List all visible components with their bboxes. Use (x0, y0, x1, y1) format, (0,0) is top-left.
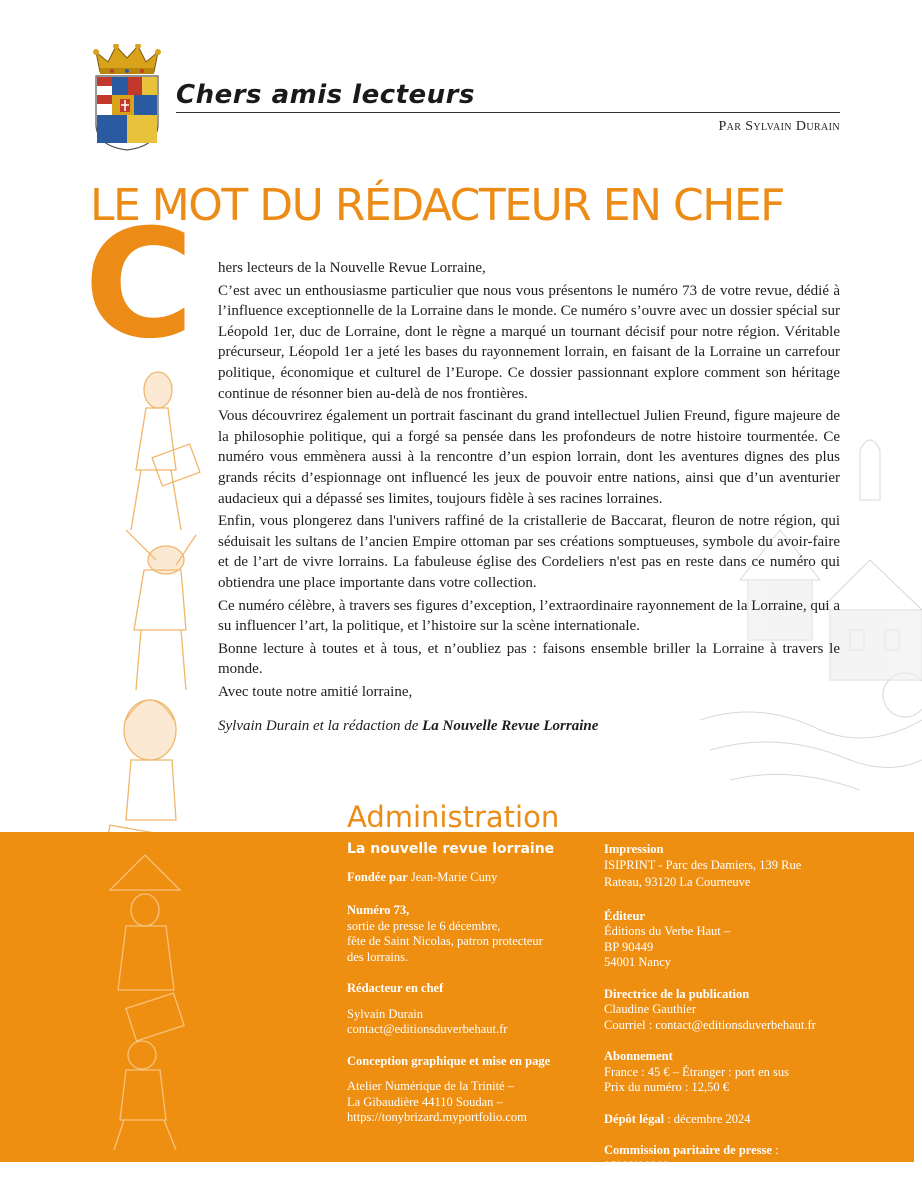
issue-line: sortie de presse le 6 décembre, (347, 918, 501, 933)
founded-label: Fondée par (347, 869, 408, 884)
administration-column-left (347, 842, 587, 1138)
lorraine-crest-logo (92, 44, 162, 152)
issue-label: Numéro 73, (347, 903, 410, 917)
commission-block (604, 1143, 844, 1190)
issn: ISSN : 2110-6630 (604, 1174, 695, 1188)
director-block (604, 987, 844, 1034)
article-paragraph: C’est avec un enthousiasme particulier que nous vous présentons le numéro 73 de votre revue, dédié à l’influence exceptionnelle de la Lorraine dans le monde. Ce numéro s’ouvre avec un dossier spécial sur Léopold 1er, duc de Lorraine, dont le règne a marqué un tournant décisif pour notre région. Véritable précurseur, Léopold 1er a jeté les bases du rayonnement lorrain, en faisant de la Lorraine un carrefour politique, économique et culturel de l’Europe. Ce dossier passionnant explore comment son héritage continue de résonner bien au-delà de nos frontières. (218, 282, 840, 402)
issue-block (347, 903, 587, 965)
printing-block (604, 842, 844, 891)
publisher-label: Éditeur (604, 908, 645, 923)
header-rule (176, 112, 840, 113)
design-line: La Gibaudière 44110 Soudan – (347, 1094, 503, 1109)
editor-in-chief-line: contact@editionsduverbehaut.fr (347, 1022, 508, 1036)
signature (218, 716, 840, 737)
byline: Par Sylvain Durain (718, 119, 840, 134)
printing-line: Rateau, 93120 La Courneuve (604, 875, 751, 889)
founded-value: Jean-Marie Cuny (407, 869, 498, 884)
article-paragraph: Ce numéro célèbre, à travers ses figures d’exception, l’extraordinaire rayonnement de la Lorraine, qui a su influencer l’art, la politique, et l’histoire sur la scène internationale. (218, 597, 840, 635)
director-line: Courriel : contact@editionsduverbehaut.fr (604, 1017, 816, 1032)
publisher-line: Éditions du Verbe Haut – (604, 924, 731, 938)
printing-line: ISIPRINT - Parc des Damiers, 139 Rue (604, 857, 802, 872)
design-line: https://tonybrizard.myportfolio.com (347, 1110, 527, 1124)
editor-in-chief-block (347, 981, 587, 1038)
legal-deposit-block (604, 1112, 844, 1128)
article-paragraph: Bonne lecture à toutes et à tous, et n’oubliez pas : faisons ensemble briller la Lorraine à travers le monde. (218, 640, 840, 678)
publisher-block (604, 909, 844, 971)
design-line: Atelier Numérique de la Trinité – (347, 1079, 514, 1093)
legal-deposit-value: : décembre 2024 (664, 1111, 751, 1126)
signature-prefix: Sylvain Durain et la rédaction de (218, 718, 423, 735)
drop-cap: C (84, 198, 195, 372)
editor-in-chief-label: Rédacteur en chef (347, 981, 444, 995)
subscription-block (604, 1049, 844, 1096)
printing-label: Impression (604, 842, 664, 856)
director-line: Claudine Gauthier (604, 1002, 696, 1016)
editorial-article (218, 258, 840, 739)
legal-deposit-label: Dépôt légal (604, 1111, 665, 1126)
article-paragraph: hers lecteurs de la Nouvelle Revue Lorraine, (218, 260, 486, 276)
publisher-line: 54001 Nancy (604, 955, 671, 969)
signature-publication: La Nouvelle Revue Lorraine (422, 718, 599, 735)
design-block (347, 1054, 587, 1126)
administration-title: Administration (347, 800, 560, 834)
subscription-line: Prix du numéro : 12,50 € (604, 1080, 729, 1094)
article-paragraph: Avec toute notre amitié lorraine, (218, 683, 413, 700)
commission-value: : 0522K90382 (604, 1143, 779, 1173)
section-title: LE MOT DU RÉDACTEUR EN CHEF (90, 180, 784, 231)
issue-line: des lorrains. (347, 949, 409, 964)
design-label: Conception graphique et mise en page (347, 1053, 551, 1068)
publication-name: La nouvelle revue lorraine (347, 841, 555, 857)
director-label: Directrice de la publication (604, 986, 750, 1001)
article-paragraph: Vous découvrirez également un portrait fascinant du grand intellectuel Julien Freund, figure majeure de la philosophie politique, qui a forgé sa pensée dans les profondeurs de notre histoire tourmentée. Ce numéro vous emmènera aussi à la rencontre d’un espion lorrain, dont les aventures dignes des plus grands récits d’espionnage ont influencé les jeux de pouvoir entre nations, ainsi que d’un aventurier audacieux qui a dépassé ses limites, toujours fidèle à ses racines lorraines. (218, 408, 840, 507)
editor-in-chief-line: Sylvain Durain (347, 1006, 424, 1021)
stacked-figures-illustration-lower (90, 850, 200, 1150)
subscription-label: Abonnement (604, 1049, 673, 1063)
administration-column-right (604, 842, 844, 1202)
publisher-line: BP 90449 (604, 939, 654, 954)
subscription-line: France : 45 € – Étranger : port en sus (604, 1064, 790, 1079)
founded-block (347, 870, 587, 886)
header-title: Chers amis lecteurs (176, 80, 475, 110)
commission-label: Commission paritaire de presse (604, 1143, 772, 1157)
issue-line: fête de Saint Nicolas, patron protecteur (347, 934, 543, 948)
article-paragraph: Enfin, vous plongerez dans l'univers raffiné de la cristallerie de Baccarat, fleuron de notre région, qui séduisait les sultans de l’ancien Empire ottoman par ses créations somptueuses, symbole du avoir-faire et de l’art de vivre lorrains. La fabuleuse église des Cordeliers n'est pas en reste dans ce numéro qui obtiendra une place importante dans votre collection. (218, 513, 840, 591)
